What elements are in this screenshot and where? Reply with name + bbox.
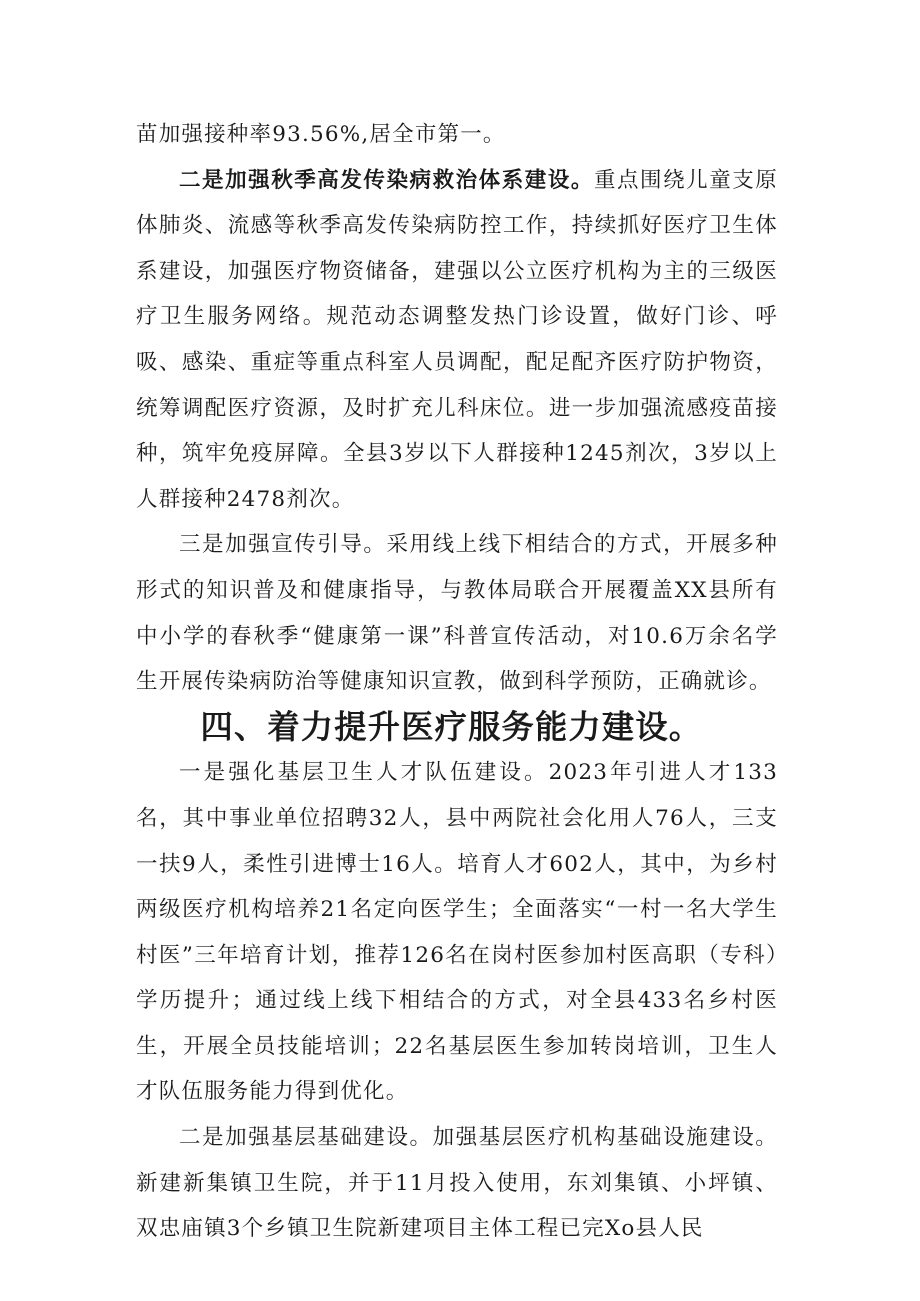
paragraph-publicity-guidance [136, 522, 778, 704]
paragraph-text: 重点围绕儿童支原体肺炎、流感等秋季高发传染病防控工作，持续抓好医疗卫生体系建设，加强医疗物资储备，建强以公立医疗机构为主的三级医疗卫生服务网络。规范动态调整发热门诊设置，做好门诊、呼吸、感染、重症等重点科室人员调配，配足配齐医疗防护物资，统筹调配医疗资源，及时扩充儿科床位。进一步加强流感疫苗接种，筑牢免疫屏障。全县3岁以下人群接种1245剂次，3岁以上人群接种2478剂次。 [136, 167, 778, 512]
document-body [136, 112, 778, 1252]
paragraph-infrastructure [136, 1115, 778, 1252]
paragraph-text: 三是加强宣传引导。采用线上线下相结合的方式，开展多种形式的知识普及和健康指导，与教体局联合开展覆盖XX县所有中小学的春秋季“健康第一课”科普宣传活动，对10.6万余名学生开展传染病防治等健康知识宣教，做到科学预防，正确就诊。 [136, 532, 778, 695]
paragraph-infectious-disease-treatment [136, 158, 778, 523]
paragraph-text: 一是强化基层卫生人才队伍建设。2023年引进人才133名，其中事业单位招聘32人，县中两院社会化用人76人，三支一扶9人，柔性引进博士16人。培育人才602人，其中，为乡村两级医疗机构培养21名定向医学生；全面落实“一村一名大学生村医”三年培育计划，推荐126名在岗村医参加村医高职（专科）学历提升；通过线上线下相结合的方式，对全县433名乡村医生，开展全员技能培训；22名基层医生参加转岗培训，卫生人才队伍服务能力得到优化。 [136, 760, 778, 1105]
paragraph-talent-building [136, 750, 778, 1115]
paragraph-text: 二是加强基层基础建设。加强基层医疗机构基础设施建设。新建新集镇卫生院，并于11月投入使用，东刘集镇、小坪镇、双忠庙镇3个乡镇卫生院新建项目主体工程已完Xo县人民 [136, 1125, 778, 1242]
paragraph-lead-title: 二是加强秋季高发传染病救治体系建设。 [179, 167, 594, 193]
section-heading-medical-service: 四、着力提升医疗服务能力建设。 [200, 707, 703, 746]
paragraph-text: 苗加强接种率93.56%,居全市第一。 [136, 122, 506, 147]
paragraph-vaccination-rate [136, 112, 778, 158]
